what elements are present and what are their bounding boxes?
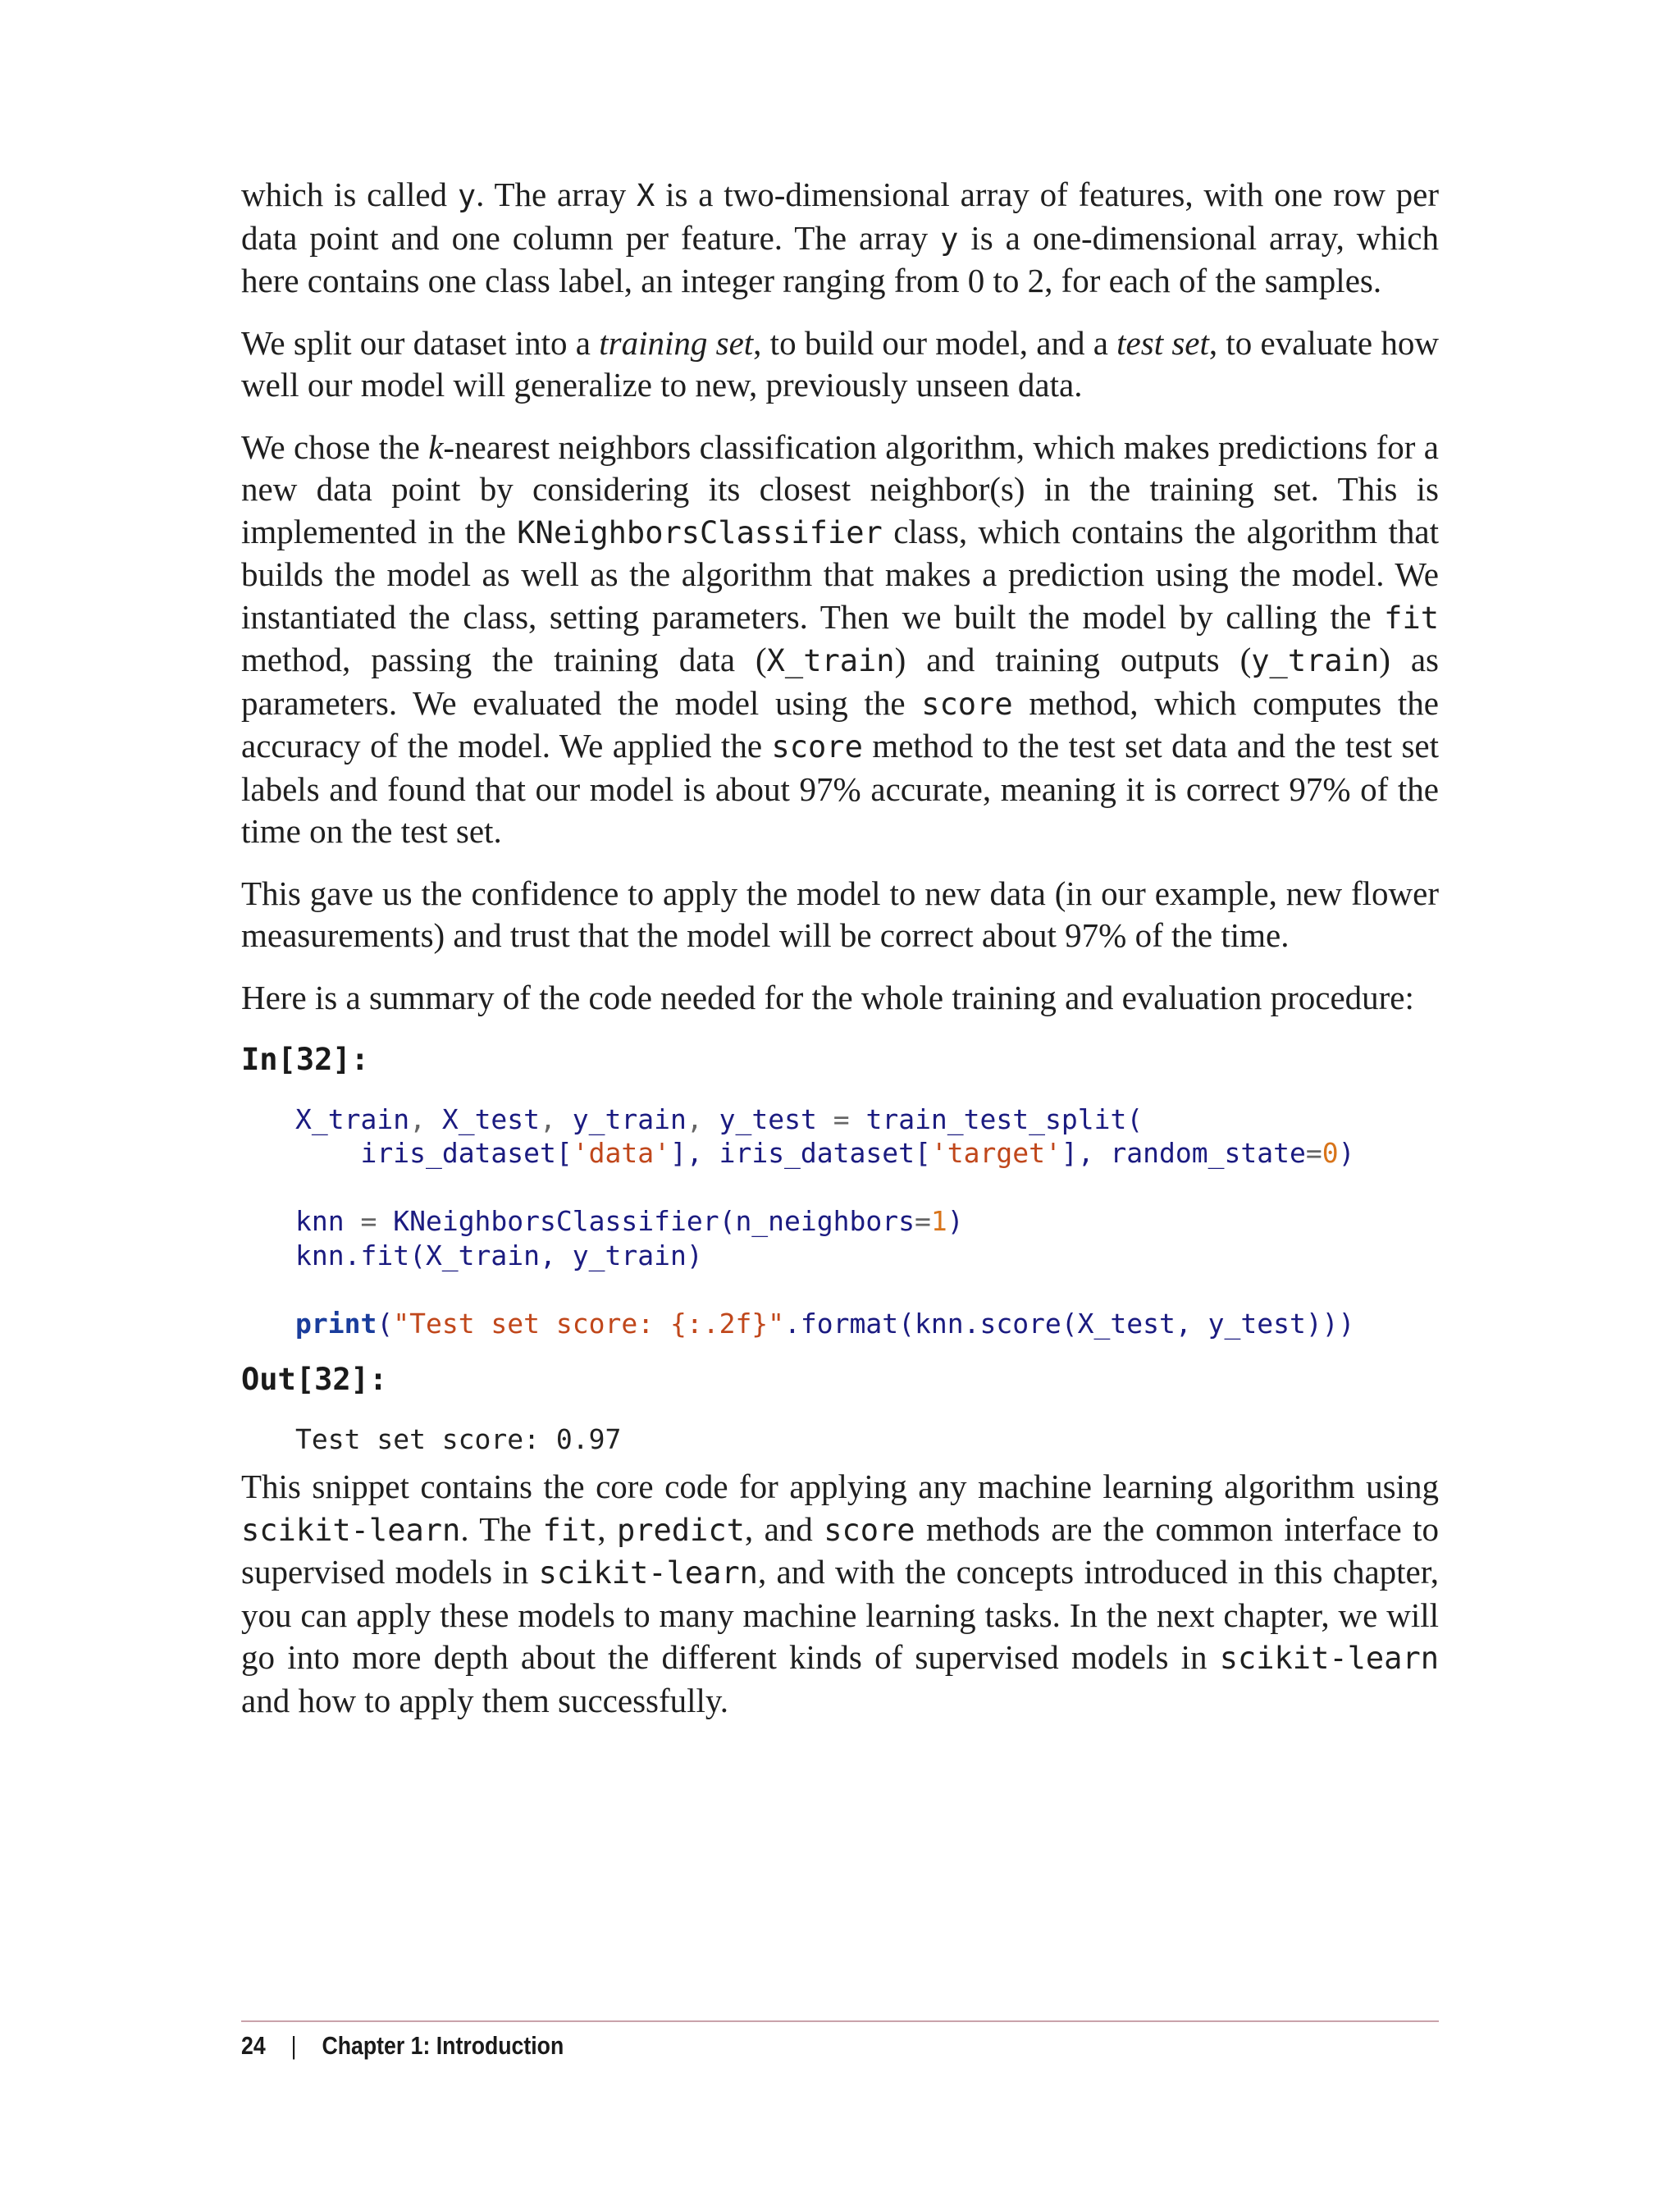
- code-token: ): [947, 1205, 964, 1237]
- code-token: y_train: [572, 1102, 687, 1135]
- code-token: KNeighborsClassifier(n_neighbors: [393, 1205, 915, 1237]
- footer-separator: |: [290, 2031, 297, 2060]
- text: , and: [744, 1509, 824, 1548]
- text: , to evaluate how well our model will generalize to new, previously unseen data.: [241, 323, 1439, 404]
- code-token: y_test: [719, 1102, 817, 1135]
- inline-code: y: [457, 178, 477, 213]
- text: -nearest neighbors classification algorithm, which makes predictions for a new data point by considering its closest neighbor(s) in the training set. This is implemented in the: [241, 427, 1439, 550]
- code-token: X_train: [295, 1102, 410, 1135]
- text: , and with the concepts introduced in this chapter, you can apply these models to many machine learning tasks. In the next chapter, we will go into more depth about the different kinds of supervised models in: [241, 1553, 1439, 1676]
- code-line-2: [295, 1137, 1354, 1169]
- inline-code: score: [771, 729, 863, 765]
- code-keyword: print: [295, 1307, 377, 1340]
- inline-code: score: [921, 686, 1013, 722]
- inline-code: X_train: [766, 643, 895, 678]
- text: is a two-dimensional array of features, with one row per data point and one column per feature. The array: [241, 176, 1439, 257]
- code-token: train_test_split(: [849, 1102, 1144, 1135]
- code-token: ], random_state: [1061, 1137, 1306, 1169]
- inline-code: scikit-learn: [1219, 1641, 1439, 1676]
- footer-divider: [241, 2020, 1439, 2022]
- code-token: ,: [686, 1102, 719, 1135]
- code-token: =: [344, 1205, 394, 1237]
- page-number: 24: [241, 2031, 266, 2060]
- text: is a one-dimensional array, which here contains one class label, an integer ranging from 0 to 2, for each of the samples.: [241, 218, 1439, 299]
- inline-code: scikit-learn: [241, 1512, 461, 1548]
- text: ,: [597, 1509, 617, 1548]
- code-number: 1: [930, 1205, 947, 1237]
- code-token: ,: [540, 1102, 573, 1135]
- text: class, which contains the algorithm that builds the model as well as the algorithm that makes a prediction using the model. We instantiated the class, setting parameters. Then we built the model by calling the: [241, 512, 1440, 636]
- code-token: ): [1338, 1137, 1355, 1169]
- text: method, which computes the accuracy of the model. We applied the: [241, 683, 1439, 765]
- code-token: (: [377, 1307, 394, 1340]
- page-body: [241, 174, 1439, 1742]
- text: method, passing the training data (: [241, 641, 767, 678]
- page-footer: [241, 2031, 564, 2061]
- code-token: =: [914, 1205, 931, 1237]
- text: and how to apply them successfully.: [241, 1681, 728, 1719]
- paragraph-summary-intro: Here is a summary of the code needed for the whole training and evaluation procedure:: [241, 978, 1414, 1016]
- inline-code: y: [940, 221, 959, 257]
- inline-code: scikit-learn: [538, 1555, 758, 1591]
- paragraph-snippet: [241, 1466, 1439, 1722]
- input-cell-label: In[32]:: [241, 1042, 369, 1077]
- text: which is called: [241, 176, 458, 213]
- code-line-5: [295, 1308, 1354, 1340]
- text: methods are the common interface to supervised models in: [241, 1509, 1440, 1591]
- paragraph-split: [241, 322, 1439, 407]
- code-number: 0: [1322, 1137, 1339, 1169]
- text: We split our dataset into a: [241, 323, 600, 362]
- code-token: ], iris_dataset[: [669, 1137, 931, 1169]
- code-string: 'target': [930, 1137, 1061, 1169]
- code-token: iris_dataset[: [360, 1137, 573, 1169]
- output-cell-label: Out[32]:: [241, 1362, 388, 1397]
- inline-code: score: [824, 1512, 915, 1548]
- emphasis: training set: [599, 323, 754, 362]
- code-token: X_test: [441, 1102, 541, 1135]
- text: . The array: [476, 176, 637, 213]
- code-block: [295, 1102, 1439, 1341]
- inline-code: KNeighborsClassifier: [517, 514, 883, 550]
- text: This snippet contains the core code for applying any machine learning algorithm using: [241, 1468, 1439, 1505]
- output-block: Test set score: 0.97: [295, 1422, 622, 1455]
- inline-code: y_train: [1251, 643, 1380, 678]
- inline-code: fit: [542, 1512, 598, 1548]
- text: ) and training outputs (: [894, 641, 1252, 678]
- code-line-3: [295, 1205, 964, 1237]
- text: , to build our model, and a: [753, 323, 1117, 362]
- paragraph-confidence: This gave us the confidence to apply the model to new data (in our example, new flower measurements) and trust that the model will be correct about 97% of the time.: [241, 874, 1439, 954]
- inline-code: predict: [616, 1512, 745, 1548]
- emphasis: test set: [1116, 323, 1209, 362]
- text: We chose the: [241, 427, 429, 466]
- paragraph-knn: [241, 427, 1439, 853]
- code-indent: [295, 1137, 360, 1169]
- code-token: knn: [295, 1205, 345, 1237]
- emphasis: k: [428, 427, 444, 466]
- text: ) as parameters. We evaluated the model using the: [241, 641, 1439, 722]
- text: . The: [460, 1509, 543, 1548]
- chapter-title: Chapter 1: Introduction: [322, 2031, 564, 2060]
- code-line-1: [295, 1103, 1143, 1135]
- code-token: ,: [409, 1102, 442, 1135]
- inline-code: X: [637, 178, 655, 213]
- text: method to the test set data and the test set labels and found that our model is about 97% accurate, meaning it is correct 97% of the time on the test set.: [241, 727, 1439, 850]
- code-string: "Test set score: {:.2f}": [393, 1307, 785, 1340]
- code-token: =: [833, 1102, 850, 1135]
- code-token: =: [1305, 1137, 1322, 1169]
- inline-code: fit: [1384, 600, 1439, 636]
- code-line-4: knn.fit(X_train, y_train): [295, 1239, 703, 1271]
- code-string: 'data': [572, 1137, 670, 1169]
- code-token: .format(knn.score(X_test, y_test))): [784, 1307, 1355, 1340]
- paragraph-arrays: [241, 174, 1439, 303]
- code-token: [817, 1103, 833, 1135]
